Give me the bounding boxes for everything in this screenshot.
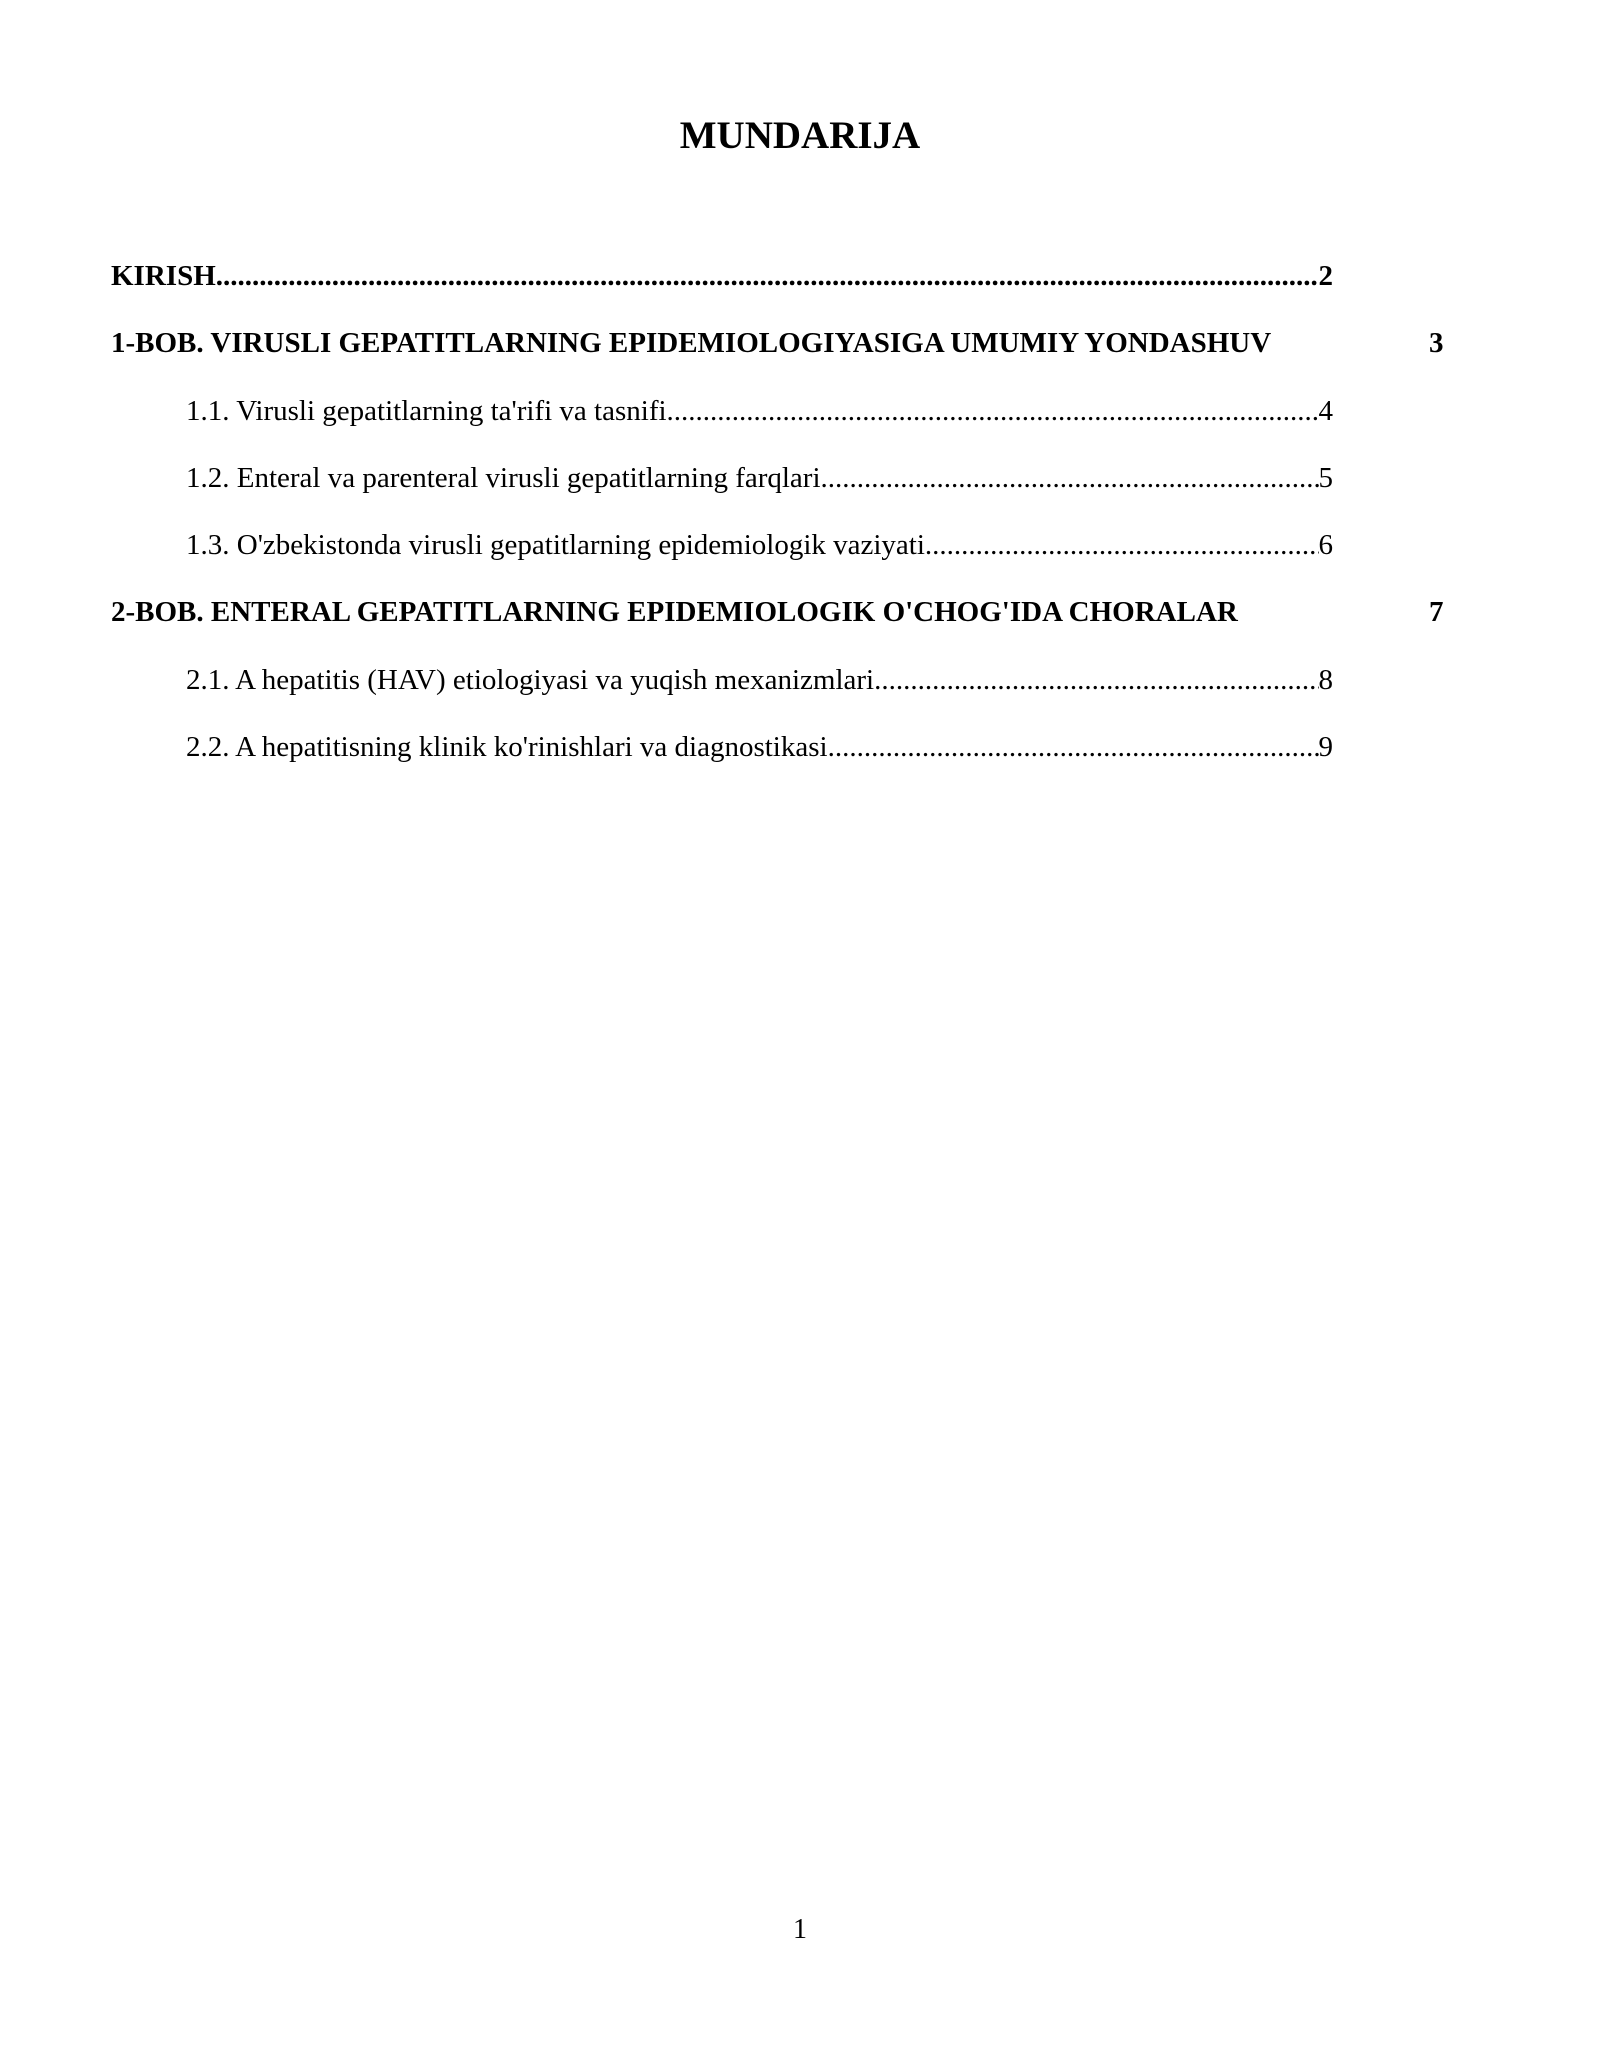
toc-entry-section-1-2[interactable] bbox=[186, 458, 1333, 498]
page-title: MUNDARIJA bbox=[679, 114, 921, 157]
toc-entry-chapter-2[interactable] bbox=[111, 592, 1451, 632]
toc-page-number: 8 bbox=[1318, 664, 1333, 696]
toc-entry-section-2-2[interactable] bbox=[186, 727, 1333, 767]
toc-dot-leader bbox=[821, 458, 1319, 498]
toc-page-number: 2 bbox=[1318, 260, 1333, 292]
toc-dot-leader bbox=[216, 256, 1319, 296]
toc-entry-section-2-1[interactable] bbox=[186, 660, 1333, 700]
toc-entry-chapter-1[interactable] bbox=[111, 323, 1451, 363]
toc-page-number: 5 bbox=[1318, 462, 1333, 494]
toc-page-number: 7 bbox=[1429, 596, 1444, 628]
toc-entry-text: 1.2. Enteral va parenteral virusli gepatitlarning farqlari bbox=[186, 462, 821, 494]
toc-entry-section-1-1[interactable] bbox=[186, 391, 1333, 431]
toc-page-number: 4 bbox=[1318, 395, 1333, 427]
toc-entry-text: 2.2. A hepatitisning klinik ko'rinishlari va diagnostikasi bbox=[186, 731, 828, 763]
toc-dot-leader bbox=[874, 660, 1318, 700]
page-number: 1 bbox=[793, 1914, 807, 1945]
toc-entry-text: 2-BOB. ENTERAL GEPATITLARNING EPIDEMIOLOGIK O'CHOG'IDA CHORALAR bbox=[111, 596, 1238, 628]
toc-page-number: 9 bbox=[1318, 731, 1333, 763]
toc-entry-text: 2.1. A hepatitis (HAV) etiologiyasi va yuqish mexanizmlari bbox=[186, 664, 875, 696]
toc-dot-leader bbox=[925, 525, 1319, 565]
toc-entry-text: 1.1. Virusli gepatitlarning ta'rifi va tasnifi bbox=[186, 395, 667, 427]
toc-entry-section-1-3[interactable] bbox=[186, 525, 1333, 565]
toc-entry-text: 1.3. O'zbekistonda virusli gepatitlarning epidemiologik vaziyati bbox=[186, 529, 925, 561]
toc-dot-leader bbox=[667, 391, 1319, 431]
toc-entry-text: KIRISH bbox=[111, 260, 216, 292]
toc-page-number: 6 bbox=[1318, 529, 1333, 561]
toc-entry-text: 1-BOB. VIRUSLI GEPATITLARNING EPIDEMIOLOGIYASIGA UMUMIY YONDASHUV bbox=[111, 327, 1272, 359]
toc-dot-leader bbox=[828, 727, 1319, 767]
toc-page-number: 3 bbox=[1429, 327, 1444, 359]
toc-entry-intro[interactable] bbox=[111, 256, 1333, 296]
